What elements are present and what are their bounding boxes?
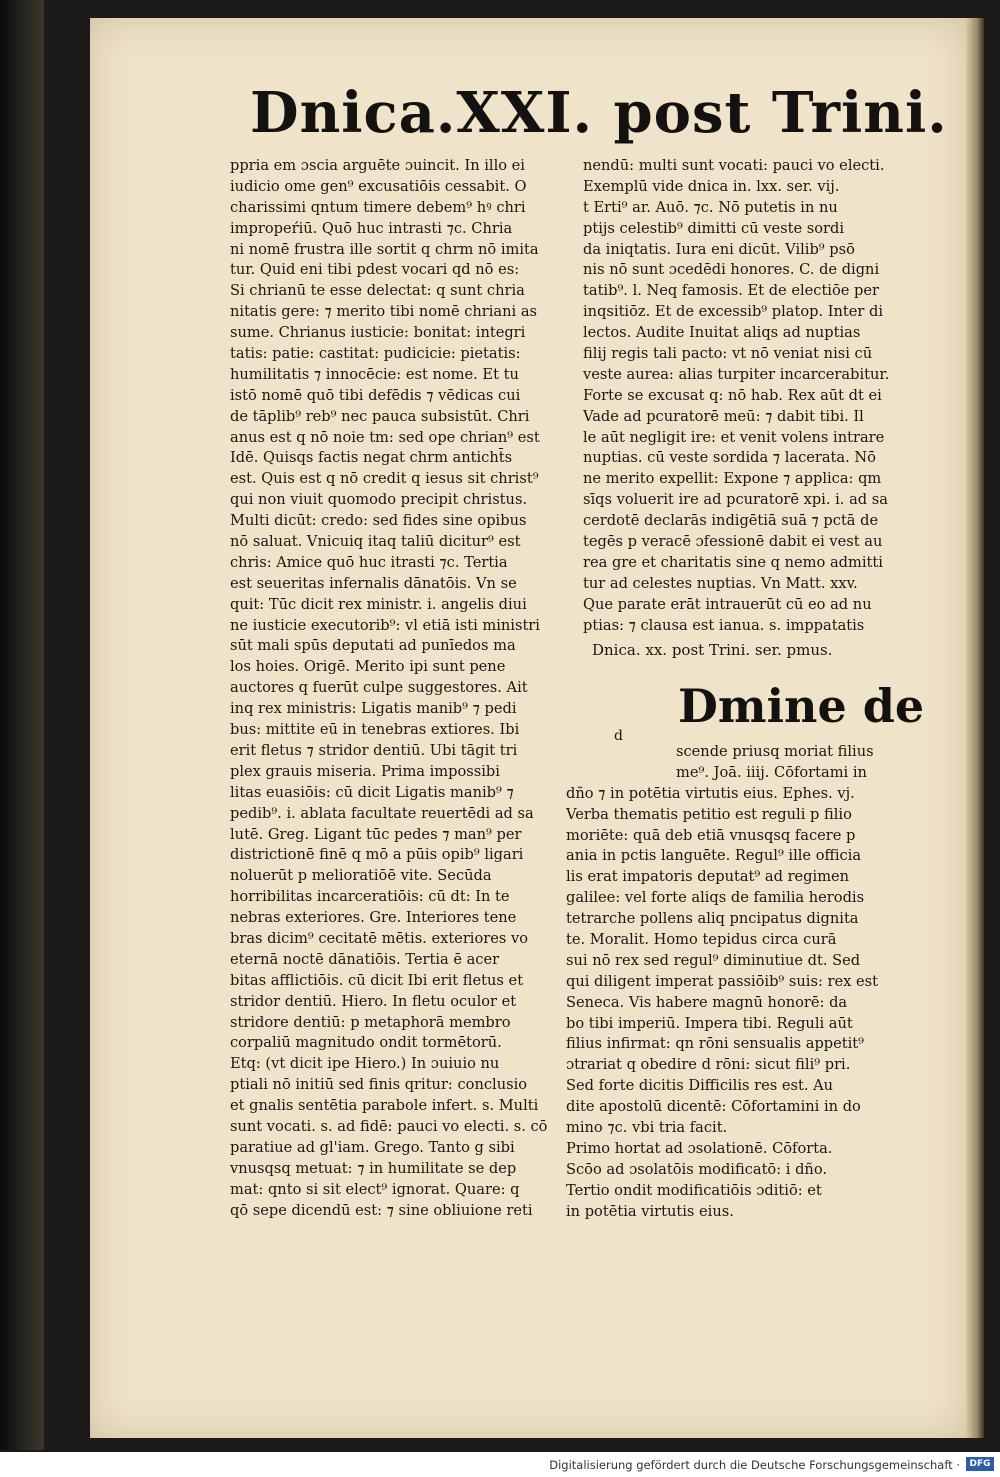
- text-line: galilee: vel forte aliqs de familia herodis: [566, 889, 865, 907]
- text-line: t Erti⁹ ar. Auō. ⁊c. Nō putetis in nu: [583, 198, 838, 216]
- text-line: ne iusticie executorib⁹: vl etiā isti ministri: [230, 616, 540, 634]
- text-line: ptijs celestib⁹ dimitti cū veste sordi: [583, 219, 845, 237]
- book-binding-edge: [0, 0, 44, 1450]
- text-line: de tāplib⁹ reb⁹ nec pauca subsistūt. Chri: [230, 407, 530, 425]
- text-line: me⁹. Joā. iiij. Cōfortami in: [676, 763, 867, 781]
- text-line: impropeŕiū. Quō huc intrasti ⁊c. Chria: [230, 219, 513, 237]
- text-line: sīqs voluerit ire ad pcuratorē xpi. i. ad sa: [583, 491, 888, 509]
- text-line: mat: qnto si sit elect⁹ ignorat. Quare: q: [230, 1180, 520, 1198]
- text-line: ppria em ɔscia arguēte ɔuincit. In illo ei: [230, 157, 525, 174]
- text-line: Si chrianū te esse delectat: q sunt chria: [230, 282, 525, 300]
- text-line: nitatis gere: ⁊ merito tibi nomē chriani as: [230, 303, 538, 321]
- text-line: Idē. Quisqs factis negat chrm anticht̄s: [230, 449, 513, 467]
- text-line: da iniqtatis. Iura eni dicūt. Vilib⁹ psō: [583, 240, 855, 258]
- text-line: charissimi qntum timere debem⁹ hꝰ chri: [230, 198, 526, 216]
- text-line: nuptias. cū veste sordida ⁊ lacerata. Nō: [583, 449, 876, 467]
- text-line: ne merito expellit: Expone ⁊ applica: qm: [583, 470, 882, 488]
- text-line: lis erat impatoris deputat⁹ ad regimen: [566, 868, 850, 886]
- text-line: tur. Quid eni tibi pdest vocari qd nō es:: [230, 261, 520, 279]
- text-line: lutē. Greg. Ligant tūc pedes ⁊ man⁹ per: [230, 825, 522, 843]
- text-line: in potētia virtutis eius.: [566, 1202, 734, 1220]
- text-line: sui nō rex sed regul⁹ diminutiue dt. Sed: [566, 951, 861, 969]
- text-line: eternā noctē dānatiōis. Tertia ē acer: [230, 950, 500, 968]
- text-line: nis nō sunt ɔcedēdi honores. C. de digni: [583, 261, 880, 279]
- text-line: corpaliū magnitudo ondit tormētorū.: [230, 1034, 502, 1052]
- text-line: Sed forte dicitis Difficilis res est. Au: [566, 1077, 834, 1095]
- text-line: horribilitas incarceratiōis: cū dt: In te: [230, 888, 510, 906]
- text-line: nō saluat. Vnicuiq itaq taliū dicitur⁹ est: [230, 533, 521, 551]
- text-line: dite apostolū dicentē: Cōfortamini in do: [566, 1098, 861, 1116]
- left-column: [230, 156, 570, 1221]
- digitization-credit: Digitalisierung gefördert durch die Deutsche Forschungsgemeinschaft ·: [549, 1458, 960, 1472]
- text-line: veste aurea: alias turpiter incarcerabitur.: [583, 365, 890, 383]
- text-line: iudicio ome gen⁹ excusatiōis cessabit. O: [230, 177, 527, 195]
- text-line: sume. Chrianus iusticie: bonitat: integri: [230, 324, 526, 342]
- text-line: Scōo ad ɔsolatōis modificatō: i dño.: [566, 1160, 827, 1178]
- text-line: chris: Amice quō huc itrasti ⁊c. Tertia: [230, 553, 508, 571]
- sermon-subheading: Dnica. xx. post Trini. ser. pmus.: [592, 641, 833, 659]
- text-line: pedib⁹. i. ablata facultate reuertēdi ad sa: [230, 804, 534, 822]
- text-line: lectos. Audite Inuitat aliqs ad nuptias: [583, 324, 861, 342]
- text-line: Que parate erāt intrauerūt cū eo ad nu: [583, 595, 872, 613]
- text-line: stridor dentiū. Hiero. In fletu oculor et: [230, 992, 517, 1010]
- text-line: plex grauis miseria. Prima impossibi: [230, 762, 500, 780]
- text-line: te. Moralit. Homo tepidus circa curā: [566, 931, 837, 949]
- text-line: qui non viuit quomodo precipit christus.: [230, 491, 528, 509]
- text-line: dño ⁊ in potētia virtutis eius. Ephes. vj.: [566, 784, 855, 802]
- text-line: bras dicim⁹ cecitatē mētis. exteriores vo: [230, 929, 529, 947]
- text-line: Seneca. Vis habere magnū honorē: da: [566, 993, 848, 1011]
- text-line: istō nomē quō tibi defēdis ⁊ vēdicas cui: [230, 386, 521, 404]
- text-line: stridore dentiū: p metaphorā membro: [230, 1013, 511, 1031]
- text-line: Multi dicūt: credo: sed fides sine opibus: [230, 512, 527, 530]
- text-line: humilitatis ⁊ innocēcie: est nome. Et tu: [230, 365, 519, 383]
- text-line: Forte se excusat q: nō hab. Rex aūt dt ei: [583, 386, 882, 404]
- text-line: nebras exteriores. Gre. Interiores tene: [230, 909, 517, 927]
- text-line: et gnalis sentētia parabole infert. s. Multi: [230, 1097, 539, 1115]
- text-line: tur ad celestes nuptias. Vn Matt. xxv.: [583, 574, 858, 592]
- footer-bar: [0, 1452, 1000, 1477]
- text-line: qō sepe dicendū est: ⁊ sine obliuione reti: [230, 1201, 533, 1219]
- text-line: inqsitiōz. Et de excessib⁹ platop. Inter di: [583, 303, 884, 321]
- text-line: auctores q fuerūt culpe suggestores. Ait: [230, 679, 528, 697]
- text-line: ptias: ⁊ clausa est ianua. s. imppatatis: [583, 616, 865, 634]
- text-line: los hoies. Origē. Merito ipi sunt pene: [230, 658, 506, 676]
- text-line: est seueritas infernalis dānatōis. Vn se: [230, 574, 517, 592]
- text-line: Verba thematis petitio est reguli p filio: [566, 805, 852, 823]
- text-line: nendū: multi sunt vocati: pauci vo electi.: [583, 157, 885, 174]
- text-line: tegēs p veracē ɔfessionē dabit ei vest au: [583, 533, 883, 551]
- text-line: ania in pctis languēte. Regul⁹ ille officia: [566, 847, 862, 865]
- text-line: ɔtrariat q obedire d rōni: sicut fili⁹ pri.: [566, 1056, 851, 1074]
- text-line: anus est q nō noie tm: sed ope chrian⁹ est: [230, 428, 540, 446]
- text-line: Exemplū vide dnica in. lxx. ser. vij.: [583, 177, 840, 195]
- text-line: rea gre et charitatis sine q nemo admitti: [583, 553, 883, 571]
- text-line: paratiue ad gl'iam. Grego. Tanto g sibi: [230, 1138, 515, 1156]
- text-line: sunt vocati. s. ad fidē: pauci vo electi. s. cō: [230, 1117, 548, 1135]
- text-line: bo tibi imperiū. Impera tibi. Reguli aūt: [566, 1014, 853, 1032]
- text-line: tetrarche pollens aliq pncipatus dignita: [566, 910, 859, 928]
- text-line: ni nomē frustra ille sortit q chrm nō imita: [230, 240, 539, 258]
- text-line: bus: mittite eū in tenebras extiores. Ibi: [230, 721, 520, 739]
- text-line: cerdotē declarās indigētiā suā ⁊ pctā de: [583, 512, 879, 530]
- text-line: noluerūt p melioratiōē vite. Secūda: [230, 867, 492, 885]
- text-line: Etq: (vt dicit ipe Hiero.) In ɔuiuio nu: [230, 1055, 500, 1073]
- text-line: moriēte: quā deb etiā vnusqsq facere p: [566, 826, 856, 844]
- text-line: Tertio ondit modificatiōis ɔditiō: et: [566, 1181, 822, 1199]
- text-line: le aūt negligit ire: et venit volens intrare: [583, 428, 885, 446]
- text-line: tatib⁹. l. Neq famosis. Et de electiōe per: [583, 282, 879, 300]
- text-line: quit: Tūc dicit rex ministr. i. angelis diui: [230, 595, 527, 613]
- page-fore-edge: [966, 18, 984, 1438]
- text-line: districtionē finē q mō a pūis opib⁹ ligari: [230, 846, 524, 864]
- text-line: qui diligent imperat passiōib⁹ suis: rex est: [566, 972, 878, 990]
- text-line: inq rex ministris: Ligatis manib⁹ ⁊ pedi: [230, 700, 517, 718]
- text-line: bitas afflictiōis. cū dicit Ibi erit fletus et: [230, 971, 524, 989]
- text-line: scende priusq moriat filius: [676, 743, 874, 760]
- text-line: sūt mali spūs deputati ad punīedos ma: [230, 637, 516, 655]
- text-line: Vade ad pcuratorē meū: ⁊ dabit tibi. Il: [583, 407, 864, 425]
- text-line: mino ⁊c. vbi tria facit.: [566, 1119, 728, 1137]
- text-line: litas euasiōis: cū dicit Ligatis manib⁹ ⁊: [230, 783, 514, 801]
- text-line: filius infirmat: qn rōni sensualis appetit⁹: [566, 1035, 865, 1053]
- dfg-logo-icon: DFG: [966, 1457, 994, 1471]
- running-head: Dnica.XXI. post Trini.: [250, 80, 948, 146]
- right-column-lower: [566, 742, 928, 1222]
- text-line: tatis: patie: castitat: pudicicie: pietatis:: [230, 345, 521, 363]
- text-line: erit fletus ⁊ stridor dentiū. Ubi tāgit tri: [230, 741, 518, 759]
- text-line: filij regis tali pacto: vt nō veniat nisi cū: [583, 345, 873, 363]
- right-column-upper: [583, 156, 928, 636]
- text-line: ptiali nō initiū sed finis qritur: conclusio: [230, 1076, 528, 1094]
- guide-initial-letter: d: [614, 728, 623, 744]
- text-line: est. Quis est q nō credit q iesus sit christ⁹: [230, 470, 539, 488]
- incipit-decorated-word: Dmine de: [678, 679, 925, 733]
- text-line: vnusqsq metuat: ⁊ in humilitate se dep: [230, 1159, 517, 1177]
- text-line: Primo hortat ad ɔsolationē. Cōforta.: [566, 1139, 833, 1157]
